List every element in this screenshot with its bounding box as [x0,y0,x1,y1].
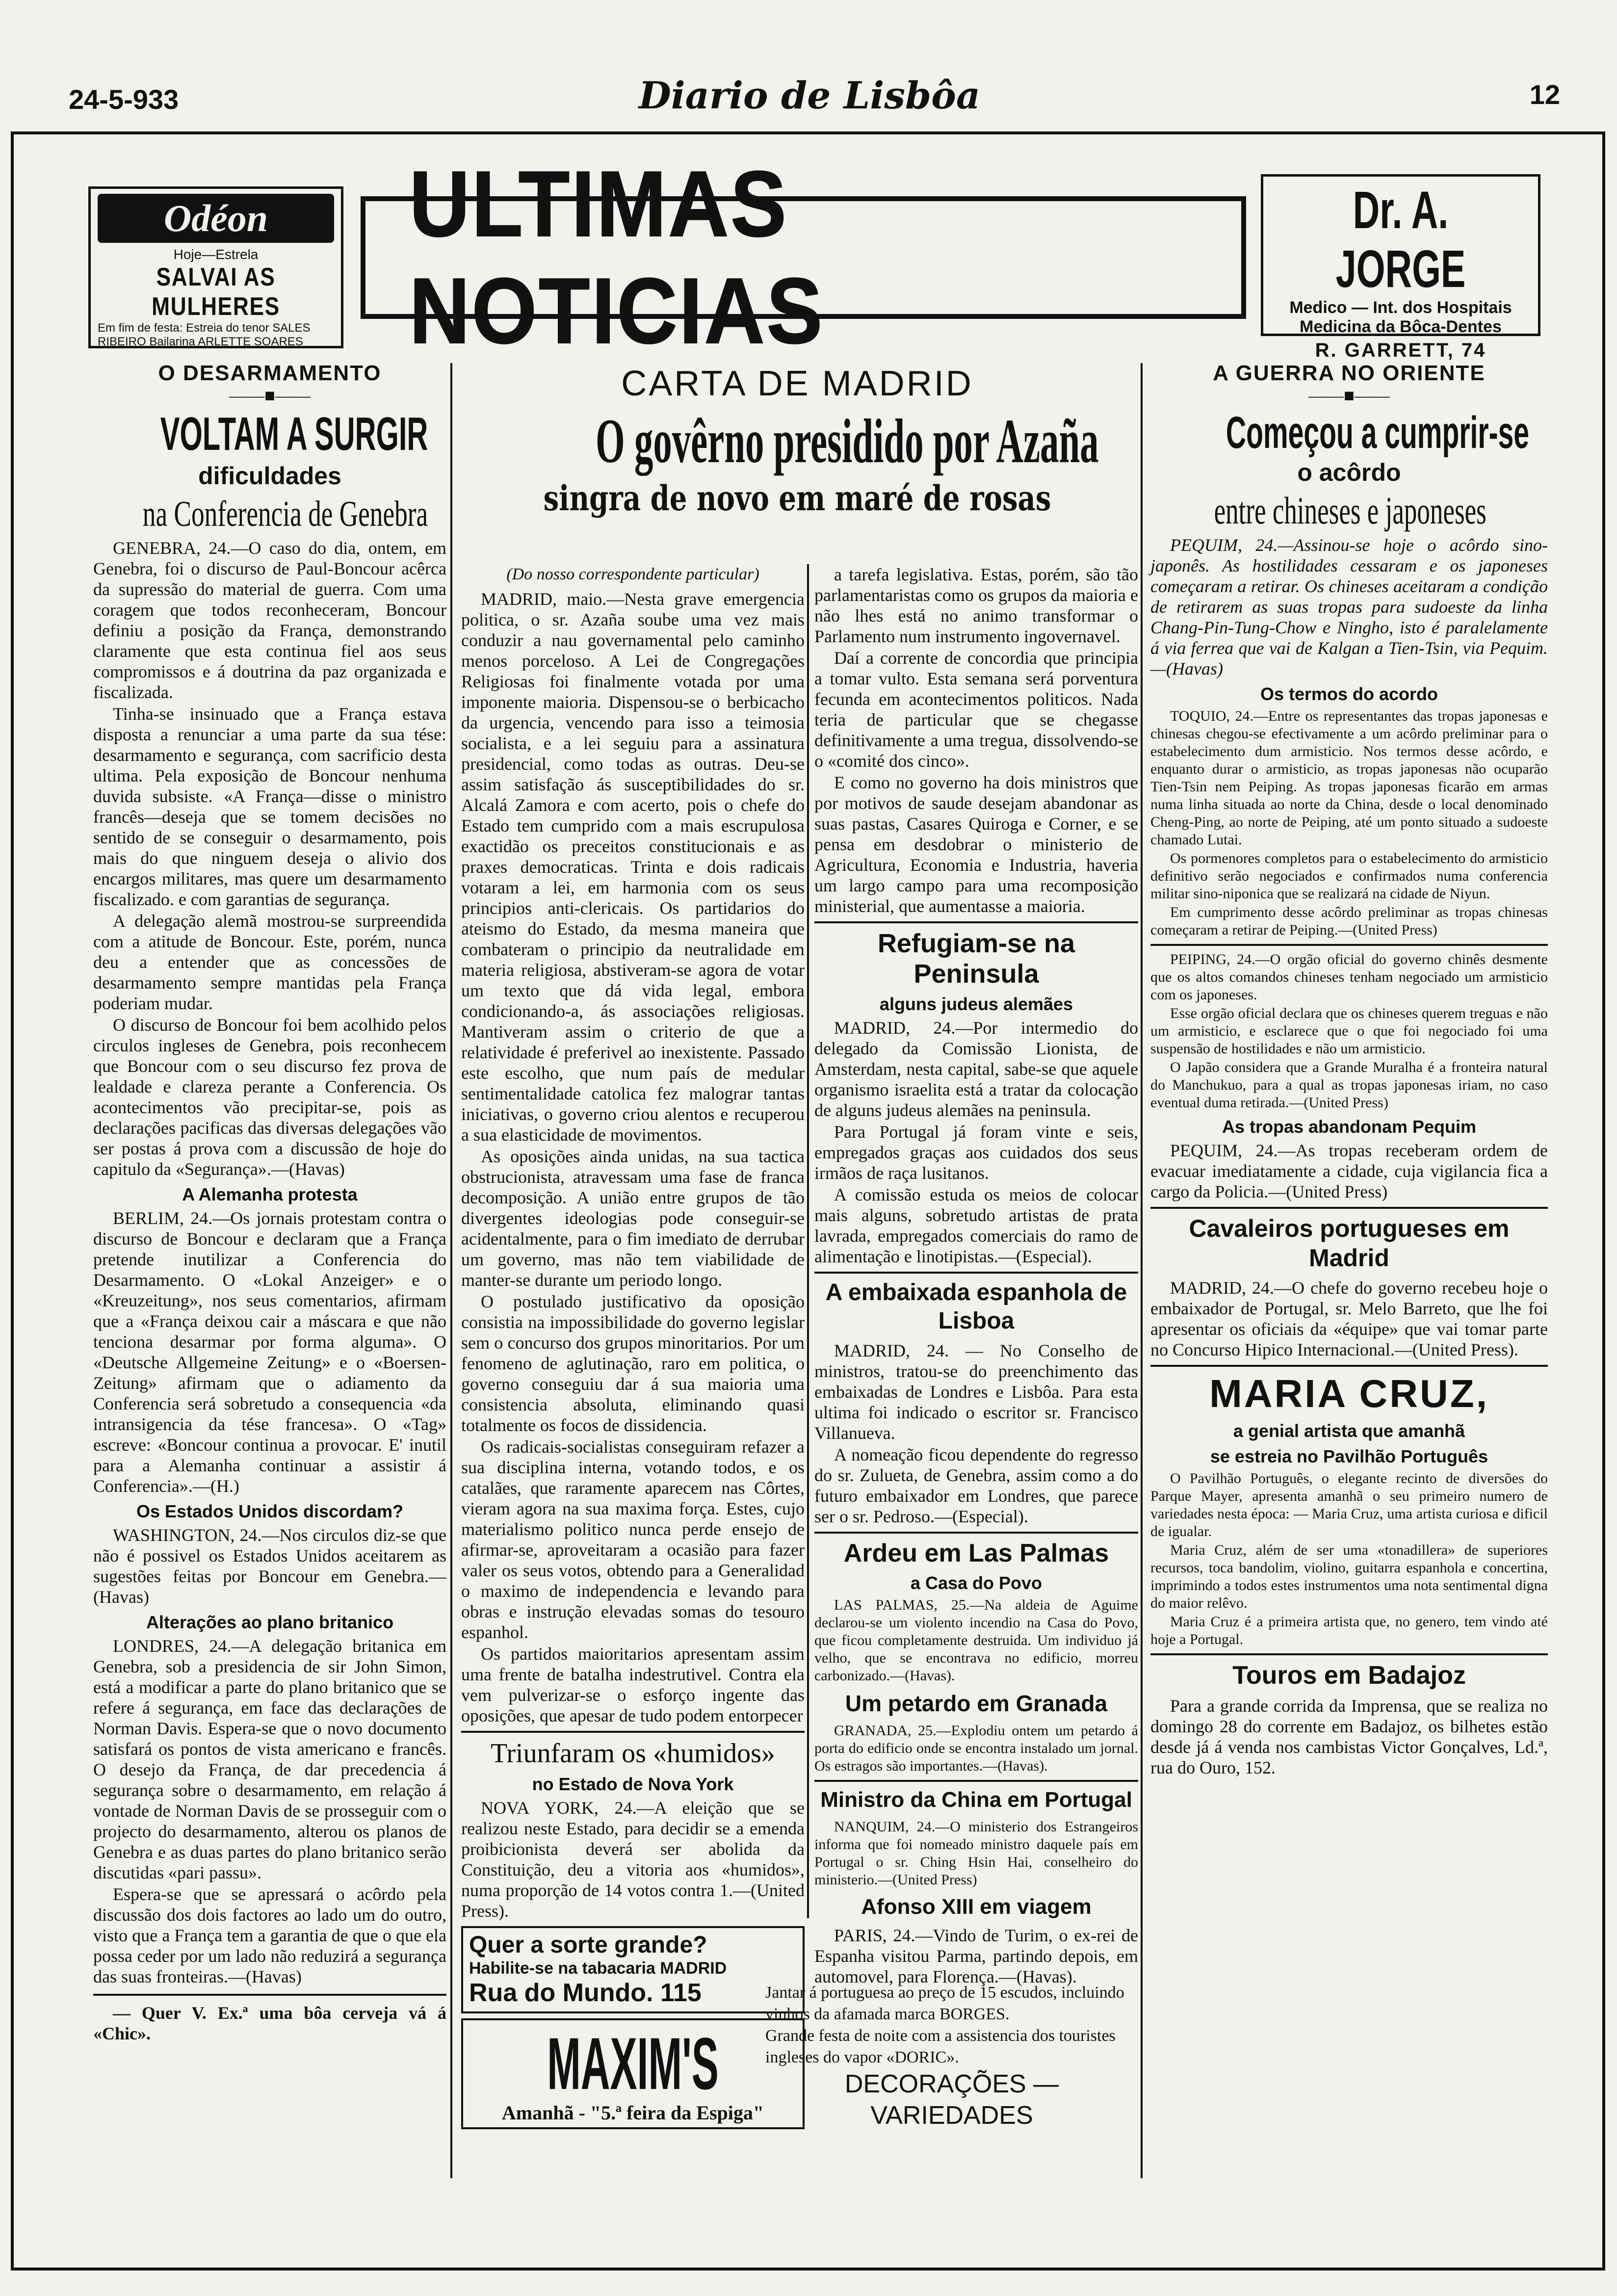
maxims-ad [461,2018,805,2129]
para: PEIPING, 24.—O orgão oficial do governo chinês desmente que os altos comandos chineses tenham negociado um armisticio com os japoneses. [1150,951,1548,1003]
subhead: a genial artista que amanhã [1233,1421,1465,1441]
para: E como no governo ha dois ministros que por motivos de saude desejam abandonar as suas pastas, Casares Quiroga e Corner, e se pensa em desdobrar o ministerio de Agricultura, Economia e Industria, haveria um largo campo para uma recomposição ministerial, que aumentasse a maioria. [814,773,1138,916]
para: O postulado justificativo da oposição consistia na impossibilidade do governo legislar sem o concurso dos grupos minoritarios. Por um fenomeno de aglutinação, raro em politica, o governo conseguiu dar á sua maioria uma consistencia absoluta, eliminando quasi totalmente os focos de dissidencia. [461,1292,805,1435]
sorte-line1: Quer a sorte grande? [469,1932,707,1958]
headline-governo: O govêrno presidido por Azaña [596,406,1099,476]
subhead: se estreia no Pavilhão Português [1210,1446,1488,1466]
headline-singra: singra de novo em maré de rosas [543,478,1051,519]
headline-maria-cruz: MARIA CRUZ, [1209,1372,1489,1415]
kicker-carta: CARTA DE MADRID [621,364,973,403]
jantar-ad [765,1982,1138,2131]
column-madrid-right [814,564,1138,1988]
para: Maria Cruz, além de ser uma «tonadillera» de superiores recursos, toca bandolim, violino, guitarra espanhola e concertina, imprimindo a todos estes instrumentos uma nota sentimental digna do maior relêvo. [1150,1542,1548,1611]
jantar-line3: DECORAÇÕES — VARIEDADES [844,2070,1059,2130]
headline-china: Ministro da China em Portugal [820,1788,1132,1812]
maxims-note: Amanhã - "5.ª feira da Espiga" [501,2102,764,2124]
para: TOQUIO, 24.—Entre os representantes das tropas japonesas e chinesas chegou-se efectivamente a um acôrdo preliminar para o estabelecimento dum armisticio. Nos termos desse acôrdo, e enquanto durar o armisticio, as tropas japonesas não ocuparão Tien-Tsin nem Peiping. As tropas japonesas ficarão em armas numa linha situada ao norte da China, desde o local denominado Cheng-Ping, ao norte de Peiping, até um ponto situado a sudoeste chamado Lutai. [1150,708,1548,848]
column-madrid-left [461,564,805,2134]
jorge-line2: Medicina da Bôca-Dentes [1300,317,1502,336]
para: Espera-se que se apressará o acôrdo pela discussão dos dois factores ao lado um do outro, visto que a França tem a garantia de que o que ela possa ceder por um lado não reduzirá a segurança das suas fronteiras.—(Havas) [93,1884,446,1986]
para: Os pormenores completos para o estabelecimento do armisticio definitivo serão negociados e confirmados numa conferencia militar sino-niponica que se realizará na cidade de Niyun. [1150,850,1548,902]
subhead: alguns judeus alemães [879,994,1073,1014]
rule [814,1272,1138,1274]
subhead: Os termos do acordo [1260,684,1438,704]
headline-comecou: Começou a cumprir-se [1226,408,1530,458]
para: A nomeação ficou dependente do regresso do sr. Zulueta, de Genebra, assim como a do futuro embaixador em Londres, que parece ser o sr. Pedroso.—(Especial). [814,1445,1138,1526]
headline-humidos: Triunfaram os «humidos» [491,1738,775,1769]
chic-ad: — Quer V. Ex.ª uma bôa cerveja vá á «Chic». [93,2003,446,2043]
headline-cavaleiros: Cavaleiros portugueses em Madrid [1189,1215,1510,1272]
subhead: no Estado de Nova York [532,1774,734,1794]
jorge-address: R. GARRETT, 74 [1315,339,1487,361]
para: O discurso de Boncour foi bem acolhido pelos circulos ingleses de Genebra, pois reconhecem que Boncour com o seu discurso fez prova de lealdade e clareza perante a Conferencia. Os acontecimentos vão precipitar-se, pois as declarações pacificas das diversas delegações vão ser postas á prova com a discussão de hoje do capitulo da «Segurança».—(Havas) [93,1015,446,1179]
odeon-film-title: SALVAI AS MULHERES [152,263,280,321]
headline-chineses: entre chineses e japoneses [1214,489,1487,532]
rule [814,1780,1138,1782]
subhead: As tropas abandonam Pequim [1222,1117,1477,1137]
jorge-name: Dr. A. JORGE [1335,180,1466,298]
ornament: ——■—— [229,386,311,405]
para: BERLIM, 24.—Os jornais protestam contra o discurso de Boncour e declaram que a França pretende inutilizar a Conferencia do Desarmamento. O «Lokal Anzeiger» e o «Kreuzeitung», nos seus comentarios, afirmam que a «França deixou cair a máscara e que não tenciona desarmar por forma alguma». O «Deutsche Allgemeine Zeitung» e o «Boersen-Zeitung» afirmam que o adiamento da Conferencia será sobretudo a consequencia «da intransigencia da tése francesa». O «Tag» escreve: «Boncour continua a provocar. E' inutil para a Alemanha continuar a assistir á Conferencia».—(H.) [93,1208,446,1496]
headline-touros: Touros em Badajoz [1232,1661,1466,1690]
page-number: 12 [1529,79,1560,110]
byline: (Do nosso correspondente particular) [506,565,759,583]
masthead [59,74,1560,118]
section-banner [361,152,1246,363]
para: Os partidos maioritarios apresentam assim uma frente de batalha indestrutivel. Contra ela vem pulverizar-se o esforço ingente das oposições, que apesar de tudo podem entorpecer [461,1644,805,1725]
rule [814,1532,1138,1534]
jorge-line1: Medico — Int. dos Hospitais [1289,298,1512,317]
para: LAS PALMAS, 25.—Na aldeia de Aguime declarou-se um violento incendio na Casa do Povo, que ficou completamente destruida. Um individuo já velho, que se encontrava no edificio, morreu carbonizado.—(Havas). [814,1597,1138,1684]
rule [1150,1653,1548,1655]
odeon-logo: Odéon [98,194,334,243]
kicker-disarmament: O DESARMAMENTO [158,361,382,385]
para: NANQUIM, 24.—O ministerio dos Estrangeiros informa que foi nomeado ministro daquele país em Portugal o sr. Ching Hsin Hai, conselheiro do ministerio.—(United Press) [814,1819,1138,1888]
para: A comissão estuda os meios de colocar mais alguns, sobretudo artistas de prata lavrada, empregados comerciais do ramo de alimentação e linotipistas.—(Especial). [814,1185,1138,1266]
rule [814,921,1138,923]
para: GRANADA, 25.—Explodiu ontem um petardo á porta do edificio onde se encontra instalado um jornal. Os estragos são importantes.—(Havas). [814,1722,1138,1774]
para: a tarefa legislativa. Estas, porém, são tão parlamentaristas como os grupos da maioria e não lhes está no animo transformar o Parlamento num instrumento ingovernavel. [814,565,1138,646]
newspaper-title: Diario de Lisbôa [638,74,981,117]
headline-petardo: Um petardo em Granada [845,1691,1108,1716]
rule [1150,944,1548,946]
dr-jorge-ad [1261,174,1540,361]
rule [93,1994,446,1996]
para: O Japão considera que a Grande Muralha é a fronteira natural do Manchukuo, para a qual as tropas japonesas iriam, no caso eventual duma retirada.—(United Press) [1150,1059,1548,1111]
headline-palmas: Ardeu em Las Palmas [843,1539,1109,1567]
jantar-line1: Jantar á portuguesa ao preço de 15 escudos, incluindo vinhos da afamada marca BORGES. [765,1983,1124,2023]
para: Em cumprimento desse acôrdo preliminar as tropas chinesas começaram a retirar de Peiping.—(United Press) [1150,904,1548,938]
subhead: A Alemanha protesta [182,1184,358,1204]
sorte-line3: Rua do Mundo. 115 [469,1979,702,2007]
maxims-logo: MAXIM'S [547,2022,719,2105]
para: Os radicais-socialistas conseguiram refazer a sua disciplina interna, votando todos, e os catalães, que raramente aparecem nas Côrtes, vieram agora na sua maxima força. Estes, cujo materialismo politico nunca perde ensejo de afirmar-se, aproveitaram a ocasião para fazer valer os seus votos, obtendo para a Generalidad o maximo de independencia e levando para obras e instrução elevadas somas do tesouro espanhol. [461,1437,805,1642]
column-rule-2 [1141,363,1143,2178]
column-madrid-header [461,363,1133,519]
para: A delegação alemã mostrou-se surpreendida com a atitude de Boncour. Este, porém, nunca deu a entender que as concessões de desarmamento sempre mantidas pela França poderiam mudar. [93,911,446,1013]
para: Para a grande corrida da Imprensa, que se realiza no domingo 28 do corrente em Badajoz, os bilhetes estão desde já á venda nos cambistas Victor Gonçalves, Ld.ª, rua do Ouro, 152. [1150,1696,1548,1777]
para: MADRID, maio.—Nesta grave emergencia politica, o sr. Azaña soube uma vez mais conduzir a nau governamental pelo caminho menos porceloso. A Lei de Congregações Religiosas foi finalmente votada por uma imponente maioria. Dispensou-se o berbicacho da urgencia, vencendo para isso a teimosia socialista, e a lei seguiu para a assinatura presidencial, como todas as outras. Deu-se assim satisfação ás susceptibilidades do sr. Alcalá Zamora e com acerto, pois o chefe do Estado tem cumprido com a mais escrupulosa exactidão os preceitos constitucionais e as praxes democraticas. Trinta e dois radicais votaram a lei, em harmonia com os seus principios anti-clericais. Os partidarios do ateismo do Estado, da mesma maneira que combateram o principio da neutralidade em materia religiosa, abstiveram-se agora de votar um texto que dá vida legal, embora condicionando-a, ás associações religiosas. Mantiveram assim o criterio de que a relatividade é preferivel ao inexistente. Passado este escolho, que num país de medular sentimentalidade catolica fez malograr tantas iniciativas, o governo criou alentos e recuperou a sua elasticidade de movimentos. [461,589,805,1145]
column-rule-1 [450,363,452,2178]
column-orient [1150,363,1548,1779]
sorte-grande-ad [461,1926,805,2013]
odeon-note: Em fim de festa: Estreia do tenor SALES RIBEIRO Bailarina ARLETTE SOARES [98,321,311,348]
para: LONDRES, 24.—A delegação britanica em Genebra, sob a presidencia de sir John Simon, está a modificar a parte do plano britanico que se refere á segurança, em face das declarações de Norman Davis. Espera-se que o novo documento satisfará os pontos de vista americano e francês. O desejo da França, de dar precedencia á segurança sobre o desarmamento, em relação á vontade de Norman Davis de se prosseguir com o projecto do desarmamento, alterou os planos de Genebra e as duas partes do plano britanico serão discutidas «pari passu». [93,1636,446,1882]
rule [1150,1207,1548,1209]
rule [1150,1365,1548,1367]
para: MADRID, 24. — No Conselho de ministros, tratou-se do preenchimento das embaixadas de Londres e Lisbôa. Para esta ultima foi indicado o escritor sr. Francisco Villanueva. [814,1341,1138,1443]
para: PEQUIM, 24.—Assinou-se hoje o acôrdo sino-japonês. As hostilidades cessaram e os japoneses começaram a retirar. Os chineses aceitaram a condição de retirarem as suas tropas para sudoeste da linha Chang-Pin-Tung-Chow e Ningho, isto é paralelamente á via ferrea que vai de Kalgan a Tien-Tsin, via Pequim.—(Havas) [1150,535,1548,678]
para: Para Portugal já foram vinte e seis, empregados graças aos cuidados dos seus irmãos de raça lusitanos. [814,1122,1138,1183]
odeon-today: Hoje—Estrela [173,247,259,262]
para: GENEBRA, 24.—O caso do dia, ontem, em Genebra, foi o discurso de Paul-Boncour acêrca da supressão do material de guerra. Com uma coragem que todos reconheceram, Boncour definiu a posição da França, demonstrando claramente que esta continua fiel aos seus compromissos e á doutrina da paz organizada e fiscalizada. [93,538,446,702]
jantar-line2: Grande festa de noite com a assistencia dos touristes ingleses do vapor «DORIC». [765,2027,1116,2066]
sorte-line2: Habilite-se na tabacaria MADRID [469,1959,727,1978]
rule [461,1731,805,1733]
headline-dificuldades: dificuldades [198,462,341,490]
kicker-guerra: A GUERRA NO ORIENTE [1213,361,1486,385]
banner-title: ULTIMAS NOTICIAS [409,152,825,363]
para: Tinha-se insinuado que a França estava disposta a renunciar a uma parte da sua tése: desarmamento e segurança, com sacrificio desta ultima. Pela exposição de Boncour nenhuma duvida subsiste. «A França—disse o ministro francês—deseja que se tomem decisões no sentido de se conseguir o desarmamento, pois mais do que ninguem deseja o alivio dos encargos militares, mas quere um desarmamento fiscalizado. e com garantias de segurança. [93,704,446,909]
para: Maria Cruz é a primeira artista que, no genero, tem vindo até hoje a Portugal. [1150,1614,1548,1647]
para: O Pavilhão Português, o elegante recinto de diversões do Parque Mayer, apresenta amanhã o seu primeiro numero de variedades nesta época: — Maria Cruz, uma artista curiosa e dificil de igualar. [1150,1470,1548,1539]
subhead: Alterações ao plano britanico [146,1612,394,1632]
headline-voltam: VOLTAM A SURGIR [160,408,428,460]
para: As oposições ainda unidas, na sua tactica obstrucionista, atravessam uma fase de franca decomposição. A união entre grupos de tão divergentes ideologias pode conseguir-se acidentalmente, para o fim imediato de derrubar um governo, mas não tem viabilidade de manter-se durante um periodo longo. [461,1147,805,1290]
para: PARIS, 24.—Vindo de Turim, o ex-rei de Espanha visitou Parma, partindo depois, em automovel, para Florença.—(Havas). [814,1926,1138,1986]
subhead: Os Estados Unidos discordam? [136,1501,404,1521]
para: Esse orgão oficial declara que os chineses querem treguas e não um armisticio, e esclarece que o que foi negociado foi uma suspensão de hostilidades e não um armisticio. [1150,1005,1548,1057]
para: MADRID, 24.—O chefe do governo recebeu hoje o embaixador de Portugal, sr. Melo Barreto, que lhe foi apresentar os oficiais da «équipe» que vai tomar parte no Concurso Hipico Internacional.—(United Press). [1150,1278,1548,1359]
para: WASHINGTON, 24.—Nos circulos diz-se que não é possivel os Estados Unidos aceitarem as sugestões feitas por Boncour em Genebra.—(Havas) [93,1525,446,1607]
headline-embaixada: A embaixada espanhola de Lisboa [825,1279,1127,1334]
ornament: ——■—— [1308,386,1390,405]
column-disarmament [93,363,446,2045]
headline-afonso: Afonso XIII em viagem [861,1895,1092,1919]
headline-refugiam: Refugiam-se na Peninsula [877,929,1075,989]
headline-conferencia: na Conferencia de Genebra [142,494,428,534]
column-rule-2a [807,564,809,1918]
para: NOVA YORK, 24.—A eleição que se realizou neste Estado, para decidir se a emenda proibicionista deverá ser abolida da Constituição, deu a vitoria aos «humidos», numa proporção de 14 votos contra 1.—(United Press). [461,1798,805,1921]
issue-date: 24-5-933 [69,84,179,115]
para: MADRID, 24.—Por intermedio do delegado da Comissão Lionista, de Amsterdam, nesta capital, sabe-se que aquele organismo israelita está a tratar da colocação de alguns judeus alemães na peninsula. [814,1018,1138,1120]
para: PEQUIM, 24.—As tropas receberam ordem de evacuar imediatamente a cidade, cuja vigilancia fica a cargo da Policia.—(United Press) [1150,1141,1548,1201]
para: Daí a corrente de concordia que principia a tomar vulto. Esta semana será porventura fecunda em acontecimentos politicos. Nada teria de particular que se chegasse definitivamente a uma tregua, dissolvendo-se o «comité dos cinco». [814,648,1138,771]
subhead: a Casa do Povo [910,1573,1043,1593]
odeon-ad [88,186,343,348]
headline-acordo: o acôrdo [1297,459,1401,486]
